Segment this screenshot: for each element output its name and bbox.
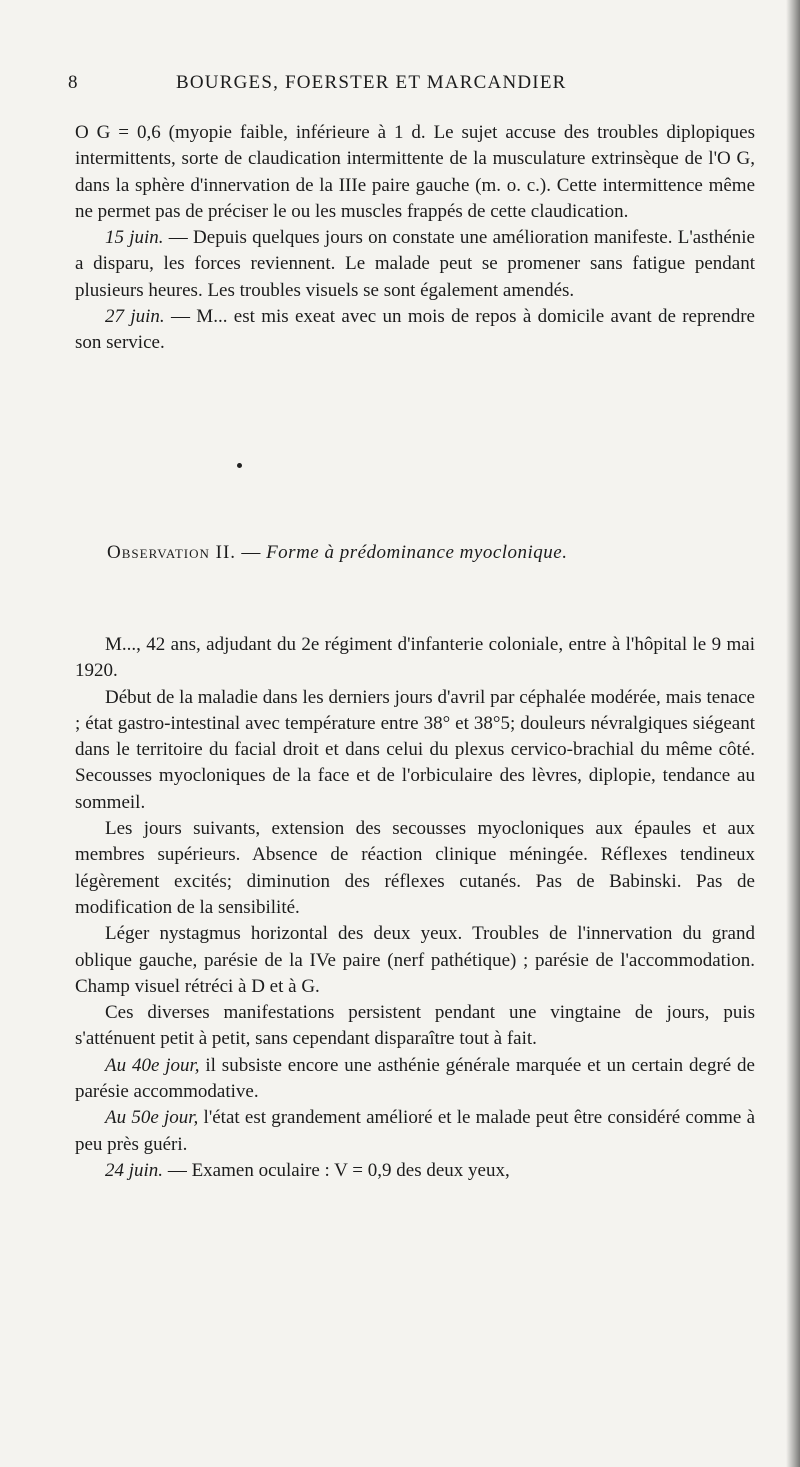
entry-date: Au 50e jour,: [105, 1107, 199, 1129]
paragraph: 27 juin. — M... est mis exeat avec un mois de repos à domicile avant de reprendre son service.: [75, 306, 755, 354]
paragraph: Léger nystagmus horizontal des deux yeux. Troubles de l'innervation du grand oblique gauche, parésie de la IVe paire (nerf pathétique) ; parésie de l'accommodation. Champ visuel rétréci à D et à G.: [75, 923, 755, 997]
paragraph: Au 50e jour, l'état est grandement amélioré et le malade peut être considéré comme à peu près guéri.: [75, 1107, 756, 1155]
entry-date: 15 juin.: [105, 227, 164, 249]
paragraph: Les jours suivants, extension des secousses myocloniques aux épaules et aux membres supérieurs. Absence de réaction clinique méningée. Réflexes tendineux légèrement excités; diminution des réflexes cutanés. Pas de Babinski. Pas de modification de la sensibilité.: [75, 818, 755, 918]
observation-subtitle: Forme à prédominance myoclonique.: [266, 542, 568, 563]
ink-dot: [237, 463, 242, 468]
entry-date: 24 juin.: [105, 1159, 164, 1181]
running-head: [68, 72, 758, 102]
top-text-block: [75, 120, 755, 357]
paragraph: Début de la maladie dans les derniers jours d'avril par céphalée modérée, mais tenace ; état gastro-intestinal avec température entre 38° et 38°5; douleurs névralgiques siégeant dans le territoire du facial droit et dans celui du plexus cervico-brachial du même côté. Secousses myocloniques de la face et de l'orbiculaire des lèvres, diplopie, tendance au sommeil.: [75, 686, 755, 813]
observation-heading: Observation II. — Forme à prédominance myoclonique.: [107, 542, 568, 563]
entry-date: Au 40e jour,: [105, 1054, 200, 1076]
paragraph: Ces diverses manifestations persistent pendant une vingtaine de jours, puis s'atténuent petit à petit, sans cependant disparaître tout à fait.: [75, 1002, 755, 1050]
paragraph: 15 juin. — Depuis quelques jours on constate une amélioration manifeste. L'asthénie a disparu, les forces reviennent. Le malade peut se promener sans fatigue pendant plusieurs heures. Les troubles visuels se sont également amendés.: [75, 227, 755, 301]
observation-label: Observation II.: [107, 542, 237, 563]
paragraph: Au 40e jour, il subsiste encore une asthénie générale marquée et un certain degré de parésie accommodative.: [75, 1054, 755, 1103]
paragraph: 24 juin. — Examen oculaire : V = 0,9 des deux yeux,: [105, 1159, 510, 1181]
page-number: 8: [68, 72, 79, 93]
entry-date: 27 juin.: [105, 306, 165, 328]
observation-text-block: [75, 632, 755, 1184]
paragraph: M..., 42 ans, adjudant du 2e régiment d'infanterie coloniale, entre à l'hôpital le 9 mai 1920.: [75, 634, 755, 682]
running-title: BOURGES, FOERSTER ET MARCANDIER: [176, 72, 567, 93]
paragraph: O G = 0,6 (myopie faible, inférieure à 1 d. Le sujet accuse des troubles diplopiques intermittents, sorte de claudication intermittente de la musculature extrinsèque de l'O G, dans la sphère d'innervation de la IIIe paire gauche (m. o. c.). Cette intermittence même ne permet pas de préciser le ou les muscles frappés de cette claudication.: [75, 122, 755, 222]
page-edge-shadow: [786, 0, 800, 1467]
